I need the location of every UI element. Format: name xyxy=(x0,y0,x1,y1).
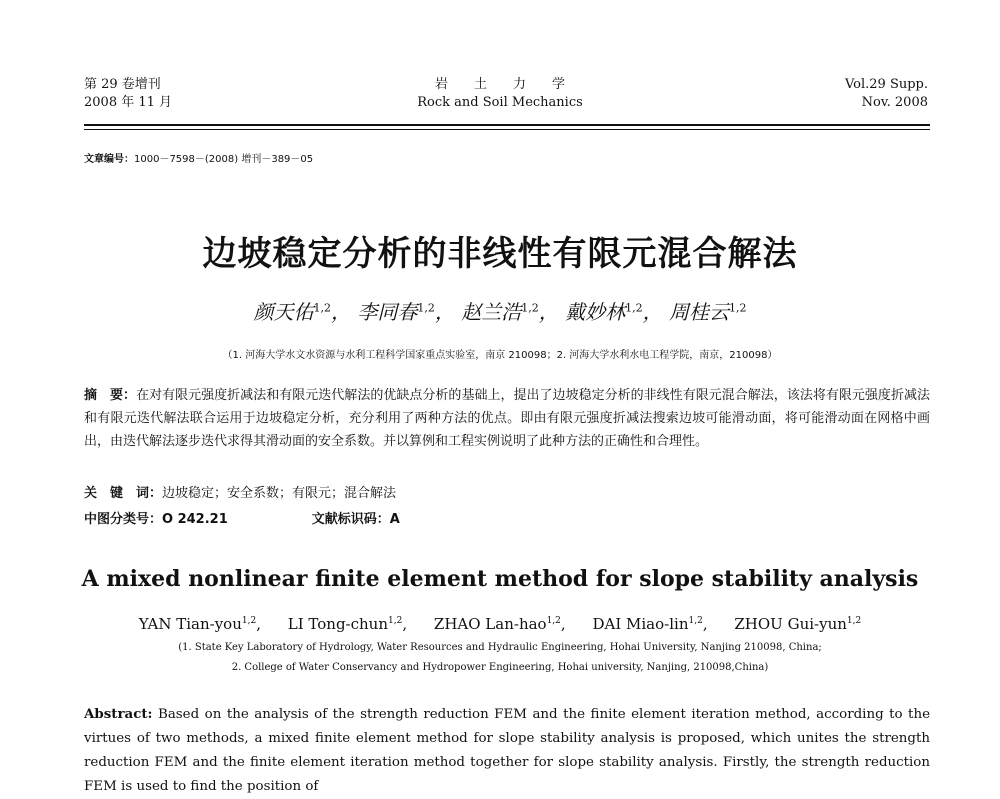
classification xyxy=(84,508,400,527)
article-number xyxy=(84,150,313,165)
keywords-cn-text: 边坡稳定；安全系数；有限元；混合解法 xyxy=(162,486,397,501)
clc-value: O 242.21 xyxy=(162,512,228,527)
abstract-cn-label: 摘 要： xyxy=(84,388,137,403)
author-en: LI Tong-chun$^{1,2}$ xyxy=(287,615,403,633)
author-en: DAI Miao-lin$^{1,2}$ xyxy=(592,615,703,633)
author-cn: 颜天佑$^{1,2}$ xyxy=(253,300,332,324)
abstract-cn xyxy=(84,384,930,453)
abstract-en-text: Based on the analysis of the strength reduction FEM and the finite element iteration method, according to the virtues of two methods, a mixed finite element method for slope stability analysis is proposed, which unites the strength reduction FEM and the finite element iteration method together for slope stability analysis. Firstly, the strength reduction FEM is used to find the position of xyxy=(84,707,930,794)
article-number-value: 1000－7598－(2008) 增刊－389－05 xyxy=(134,154,314,165)
date-en: Nov. 2008 xyxy=(861,95,928,110)
author-en: ZHAO Lan-hao$^{1,2}$ xyxy=(433,615,561,633)
authors-en: YAN Tian-you$^{1,2}$, LI Tong-chun$^{1,2}$, ZHAO Lan-hao$^{1,2}$, DAI Miao-lin$^{1,2}$, ZHOU Gui-yun$^{1,2}$ xyxy=(138,615,862,633)
clc-label: 中图分类号： xyxy=(84,512,163,527)
author-cn: 周桂云$^{1,2}$ xyxy=(668,300,747,324)
issue-date: 2008 年 11 月 xyxy=(84,95,173,110)
paper-title-cn: 边坡稳定分析的非线性有限元混合解法 xyxy=(202,234,798,274)
paper-title-en: A mixed nonlinear finite element method for slope stability analysis xyxy=(81,566,919,592)
article-number-label: 文章编号： xyxy=(84,154,134,165)
authors-cn: 颜天佑$^{1,2}$， 李同春$^{1,2}$， 赵兰浩$^{1,2}$， 戴妙林$^{1,2}$， 周桂云$^{1,2}$ xyxy=(253,300,747,324)
abstract-en xyxy=(84,702,930,799)
author-cn: 戴妙林$^{1,2}$ xyxy=(565,300,643,324)
affiliation-en-2: 2. College of Water Conservancy and Hydropower Engineering, Hohai university, Nanjing, 210098,China) xyxy=(231,662,769,673)
doc-code-label: 文献标识码： xyxy=(311,512,390,527)
affiliation-en-1: (1. State Key Laboratory of Hydrology, Water Resources and Hydraulic Engineering, Hohai University, Nanjing 210098, China; xyxy=(178,642,822,653)
doc-code-value: A xyxy=(389,512,400,527)
affiliation-cn: （1. 河海大学水文水资源与水利工程科学国家重点实验室，南京 210098；2. 河海大学水利水电工程学院，南京，210098） xyxy=(222,350,778,361)
journal-name-cn: 岩土力学 xyxy=(434,77,591,92)
author-cn: 李同春$^{1,2}$ xyxy=(357,300,435,324)
abstract-cn-text: 在对有限元强度折减法和有限元迭代解法的优缺点分析的基础上，提出了边坡稳定分析的非线性有限元混合解法，该法将有限元强度折减法和有限元迭代解法联合运用于边坡稳定分析，充分利用了两种方法的优点。即由有限元强度折减法搜索边坡可能滑动面，将可能滑动面在网格中画出，由迭代解法逐步迭代求得其滑动面的安全系数。并以算例和工程实例说明了此种方法的正确性和合理性。 xyxy=(84,388,930,449)
author-en: ZHOU Gui-yun$^{1,2}$ xyxy=(734,615,862,633)
keywords-cn-label: 关 键 词： xyxy=(84,486,163,501)
volume-en: Vol.29 Supp. xyxy=(844,77,928,92)
author-cn: 赵兰浩$^{1,2}$ xyxy=(461,300,539,324)
keywords-cn xyxy=(84,482,396,501)
header-rule-thin xyxy=(84,129,930,130)
author-en: YAN Tian-you$^{1,2}$ xyxy=(138,615,257,633)
journal-name-en: Rock and Soil Mechanics xyxy=(417,95,583,110)
issue-volume: 第 29 卷增刊 xyxy=(84,77,161,92)
abstract-en-label: Abstract: xyxy=(84,706,153,722)
header-rule-thick xyxy=(84,124,930,126)
journal-volume-en xyxy=(845,76,928,112)
